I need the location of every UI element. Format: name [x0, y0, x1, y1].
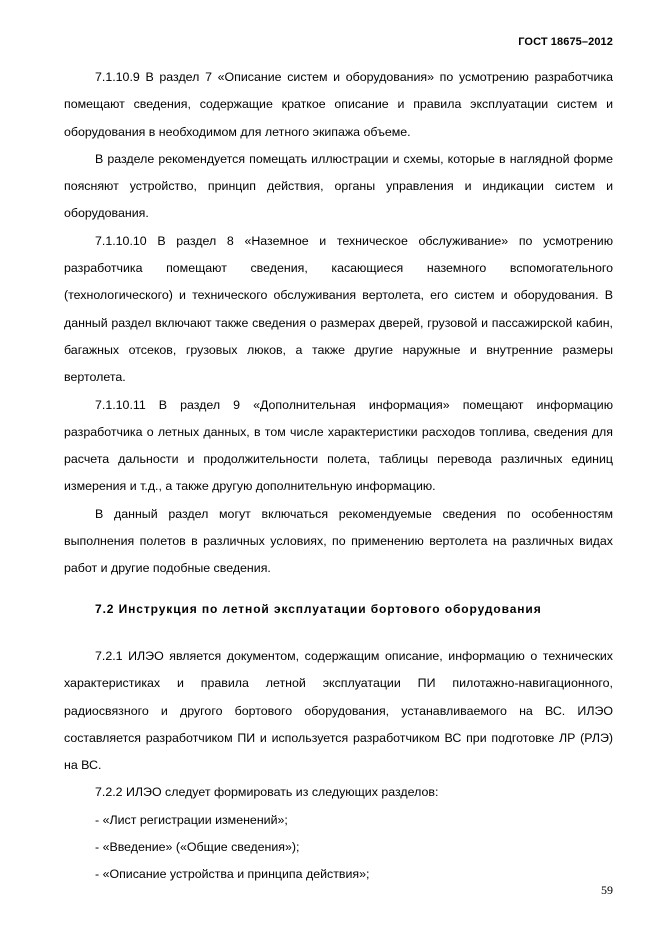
paragraph-7-1-10-11: 7.1.10.11 В раздел 9 «Дополнительная информация» помещают информацию разработчика о летных данных, в том числе характеристики расходов топлива, сведения для расчета дальности и продолжительности полета, таблицы перевода различных единиц измерения и т.д., а также другую дополнительную информацию. [64, 397, 613, 494]
paragraph-7-1-10-10: 7.1.10.10 В раздел 8 «Наземное и техническое обслуживание» по усмотрению разработчика помещают сведения, касающиеся наземного вспомогательного (технологического) и технического обслуживания вертолета, его систем и оборудования. В данный раздел включают также сведения о размерах дверей, грузовой и пассажирской кабин, багажных отсеков, грузовых люков, а также другие наружные и внутренние размеры вертолета. [64, 233, 613, 385]
paragraph-7-2-1: 7.2.1 ИЛЭО является документом, содержащим описание, информацию о технических характеристиках и правила летной эксплуатации ПИ пилотажно-навигационного, радиосвязного и другого бортового оборудования, устанавливаемого на ВС. ИЛЭО составляется разработчиком ПИ и используется разработчиком ВС при подготовке ЛР (РЛЭ) на ВС. [64, 648, 613, 773]
paragraph-illustrations: В разделе рекомендуется помещать иллюстрации и схемы, которые в наглядной форме поясняют устройство, принцип действия, органы управления и индикации систем и оборудования. [64, 151, 613, 221]
section-heading-7-2: 7.2 Инструкция по летной эксплуатации бортового оборудования [95, 601, 542, 616]
paragraph-recommended-info: В данный раздел могут включаться рекомендуемые сведения по особенностям выполнения полетов в различных условиях, по применению вертолета на различных видах работ и другие подобные сведения. [64, 506, 613, 576]
list-item: - «Лист регистрации изменений»; [95, 812, 288, 827]
page-body [64, 64, 613, 889]
list-item: - «Введение» («Общие сведения»); [95, 840, 300, 855]
page-number: 59 [601, 883, 613, 897]
list-item: - «Описание устройства и принципа действия»; [95, 867, 370, 882]
paragraph-7-2-2: 7.2.2 ИЛЭО следует формировать из следующих разделов: [95, 785, 439, 800]
document-header-standard-id: ГОСТ 18675–2012 [518, 36, 613, 48]
paragraph-7-1-10-9: 7.1.10.9 В раздел 7 «Описание систем и оборудования» по усмотрению разработчика помещают сведения, содержащие краткое описание и правила эксплуатации систем и оборудования в необходимом для летного экипажа объеме. [64, 70, 613, 139]
